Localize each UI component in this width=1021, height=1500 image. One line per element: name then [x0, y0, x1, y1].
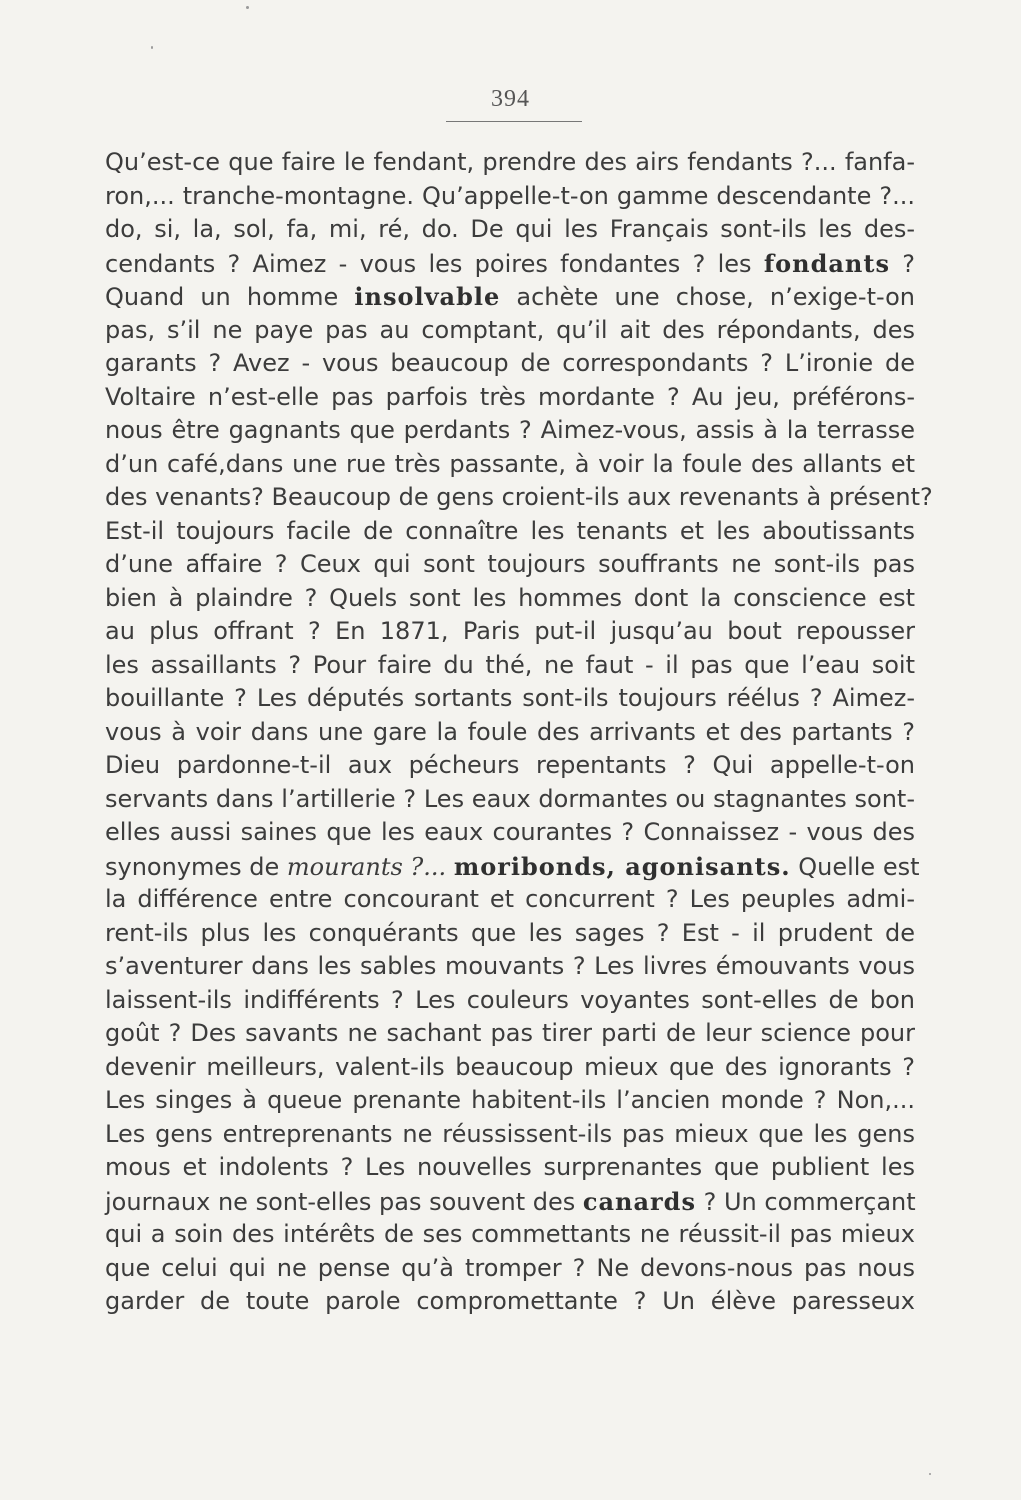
text-line	[105, 749, 915, 783]
text-line	[105, 1051, 915, 1085]
text-run: au plus offrant ? En 1871, Paris put-il jusqu’au bout repousser	[105, 617, 915, 645]
text-run: des venants? Beaucoup de gens croient-ils aux revenants à présent?	[105, 483, 933, 511]
text-run: rent-ils plus les conquérants que les sages ? Est - il prudent de	[105, 918, 915, 947]
text-line	[105, 180, 915, 214]
text-line	[105, 716, 915, 750]
text-run: cendants ? Aimez - vous les poires fondantes ? les	[105, 249, 764, 278]
emphasis-bold: moribonds, agonisants.	[453, 851, 791, 881]
text-run: servants dans l’artillerie ? Les eaux dormantes ou stagnantes sont-	[105, 784, 915, 813]
text-line	[105, 1017, 915, 1051]
text-line	[105, 816, 915, 850]
emphasis-bold: fondants	[763, 248, 890, 278]
text-line	[105, 783, 915, 817]
text-run: garants ? Avez - vous beaucoup de correspondants ? L’ironie de	[105, 349, 915, 377]
text-line	[105, 280, 915, 314]
text-line	[105, 1285, 915, 1319]
text-run: vous à voir dans une gare la foule des arrivants et des partants ?	[105, 717, 915, 746]
paper-speck	[929, 1473, 931, 1475]
text-line	[105, 850, 920, 884]
text-run: les assaillants ? Pour faire du thé, ne faut - il pas que l’eau soit	[105, 650, 915, 679]
text-line	[105, 984, 915, 1018]
text-line	[105, 481, 933, 515]
text-line	[105, 314, 915, 348]
text-run: devenir meilleurs, valent-ils beaucoup mieux que des ignorants ?	[105, 1052, 915, 1081]
header-rule	[446, 121, 582, 122]
text-line	[105, 515, 915, 549]
text-run: Voltaire n’est-elle pas parfois très mordante ? Au jeu, préférons-	[105, 382, 915, 411]
text-run: journaux ne sont-elles pas souvent des	[105, 1187, 583, 1216]
emphasis-italic: mourants ?...	[286, 852, 447, 881]
text-run: do, si, la, sol, fa, mi, ré, do. De qui les Français sont-ils les des-	[105, 215, 915, 243]
text-run	[446, 853, 454, 881]
text-run: nous être gagnants que perdants ? Aimez-vous, assis à la terrasse	[105, 416, 915, 444]
paper-speck	[151, 46, 153, 49]
text-line	[105, 582, 915, 616]
text-run: garder de toute parole compromettante ? Un élève paresseux	[105, 1287, 915, 1315]
emphasis-bold: canards	[582, 1186, 696, 1216]
text-line	[105, 1118, 915, 1152]
text-line	[105, 1151, 915, 1185]
text-run: d’un café,dans une rue très passante, à voir la foule des allants et	[105, 449, 915, 478]
text-line	[105, 1252, 915, 1286]
page-number: 394	[491, 86, 530, 112]
text-run: Quelle est	[790, 852, 920, 881]
text-line	[105, 682, 915, 716]
text-line	[105, 883, 915, 917]
text-run: que celui qui ne pense qu’à tromper ? Ne devons-nous pas nous	[105, 1253, 915, 1282]
text-run: ? Un commerçant	[695, 1187, 916, 1216]
text-line	[105, 649, 915, 683]
text-run: d’une affaire ? Ceux qui sont toujours souffrants ne sont-ils pas	[105, 550, 915, 578]
text-run: ?	[889, 249, 915, 278]
emphasis-bold: insolvable	[354, 282, 501, 311]
body-text	[105, 146, 933, 1319]
text-line	[105, 213, 915, 247]
text-line	[105, 1185, 915, 1219]
text-run: mous et indolents ? Les nouvelles surprenantes que publient les	[105, 1153, 915, 1181]
text-run: Qu’est-ce que faire le fendant, prendre des airs fendants ?... fanfa-	[105, 148, 915, 176]
text-run: goût ? Des savants ne sachant pas tirer parti de leur science pour	[105, 1019, 915, 1047]
text-run: laissent-ils indifférents ? Les couleurs voyantes sont-elles de bon	[105, 985, 915, 1014]
text-line	[105, 448, 915, 482]
paper-speck	[246, 6, 249, 9]
text-run: elles aussi saines que les eaux courantes ? Connaissez - vous des	[105, 818, 915, 846]
text-run: ron,... tranche-montagne. Qu’appelle-t-on gamme descendante ?...	[105, 181, 915, 210]
text-line	[105, 950, 915, 984]
text-run: Les singes à queue prenante habitent-ils l’ancien monde ? Non,...	[105, 1086, 915, 1114]
text-line	[105, 917, 915, 951]
text-line	[105, 615, 915, 649]
text-run: Dieu pardonne-t-il aux pécheurs repentants ? Qui appelle-t-on	[105, 751, 915, 779]
text-line	[105, 146, 915, 180]
text-run: synonymes de	[105, 852, 287, 881]
text-line	[105, 247, 915, 281]
text-run: Les gens entreprenants ne réussissent-ils pas mieux que les gens	[105, 1119, 915, 1148]
text-line	[105, 347, 915, 381]
text-line	[105, 1218, 915, 1252]
text-line	[105, 548, 915, 582]
text-run: Est-il toujours facile de connaître les tenants et les aboutissants	[105, 516, 915, 545]
text-run: pas, s’il ne paye pas au comptant, qu’il ait des répondants, des	[105, 315, 915, 344]
text-line	[105, 1084, 915, 1118]
text-run: bouillante ? Les députés sortants sont-ils toujours réélus ? Aimez-	[105, 684, 915, 712]
text-run: Quand un homme	[105, 283, 355, 311]
text-run: qui a soin des intérêts de ses commettants ne réussit-il pas mieux	[105, 1220, 915, 1248]
text-run: bien à plaindre ? Quels sont les hommes dont la conscience est	[105, 583, 915, 612]
text-line	[105, 414, 915, 448]
text-run: s’aventurer dans les sables mouvants ? Les livres émouvants vous	[105, 952, 915, 980]
text-run: la différence entre concourant et concurrent ? Les peuples admi-	[105, 885, 915, 913]
text-run: achète une chose, n’exige-t-on	[500, 283, 916, 311]
text-line	[105, 381, 915, 415]
